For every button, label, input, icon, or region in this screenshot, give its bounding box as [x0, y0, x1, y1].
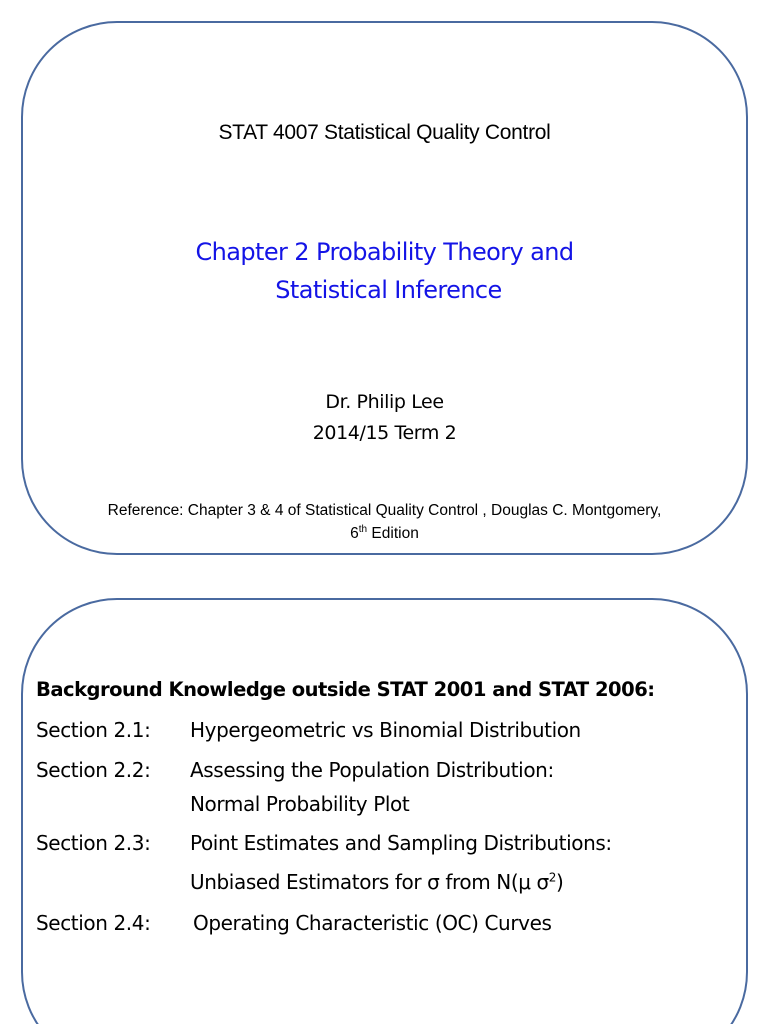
course-title: STAT 4007 Statistical Quality Control	[218, 121, 551, 144]
section-label: Section 2.3:	[36, 831, 151, 855]
section-row	[36, 718, 612, 758]
closing-paren: )	[556, 870, 564, 894]
section-description: Assessing the Population Distribution:	[190, 758, 554, 782]
author-name: Dr. Philip Lee	[325, 391, 444, 413]
section-list	[36, 718, 612, 951]
section-label: Section 2.4:	[36, 911, 151, 935]
section-row-continued	[36, 792, 612, 831]
section-label: Section 2.2:	[36, 758, 151, 782]
reference	[17, 499, 752, 545]
reference-line1: Reference: Chapter 3 & 4 of Statistical Quality Control , Douglas C. Montgomery,	[107, 502, 662, 519]
section-description: Normal Probability Plot	[190, 792, 410, 816]
section-row	[36, 831, 612, 870]
edition-superscript: th	[358, 523, 368, 535]
edition-number: 6	[350, 525, 359, 542]
section-row	[36, 911, 612, 951]
chapter-title	[23, 233, 746, 309]
chapter-title-line2: Statistical Inference	[275, 276, 502, 304]
background-heading: Background Knowledge outside STAT 2001 and STAT 2006:	[36, 678, 655, 701]
edition-word: Edition	[367, 525, 419, 542]
estimator-text: Unbiased Estimators for σ from N(μ σ	[190, 870, 549, 894]
term: 2014/15 Term 2	[312, 422, 457, 444]
section-row	[36, 758, 612, 792]
section-row-continued	[36, 870, 612, 911]
section-description	[190, 870, 563, 911]
contents-slide	[21, 598, 748, 1024]
variance-superscript: 2	[548, 870, 557, 885]
reference-line2	[17, 522, 752, 545]
author-block	[23, 387, 746, 449]
section-description: Point Estimates and Sampling Distributions:	[190, 831, 612, 855]
title-slide	[21, 21, 748, 555]
section-label: Section 2.1:	[36, 718, 151, 742]
section-description: Operating Characteristic (OC) Curves	[193, 911, 552, 935]
section-description: Hypergeometric vs Binomial Distribution	[190, 718, 581, 742]
chapter-title-line1: Chapter 2 Probability Theory and	[195, 238, 574, 266]
